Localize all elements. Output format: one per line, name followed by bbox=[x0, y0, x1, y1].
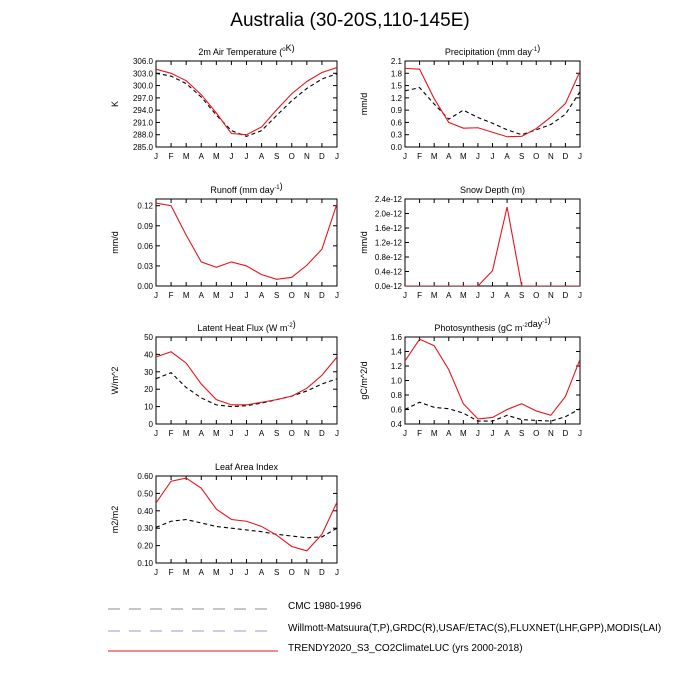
x-tick-label-photosynthesis: A bbox=[446, 429, 452, 438]
x-tick-label-latent-heat-flux: S bbox=[273, 429, 280, 438]
y-tick-label-snow-depth: 0.8e-12 bbox=[374, 253, 402, 262]
series-line-obs-leaf-area-index bbox=[156, 520, 337, 538]
x-tick-label-precipitation: F bbox=[417, 152, 423, 161]
y-tick-label-snow-depth: 1.2e-12 bbox=[374, 238, 402, 248]
x-tick-label-photosynthesis: J bbox=[490, 429, 495, 438]
x-tick-label-leaf-area-index: D bbox=[319, 568, 325, 577]
series-line-model-temperature bbox=[156, 68, 337, 135]
x-tick-label-snow-depth: O bbox=[533, 291, 540, 300]
y-tick-label-runoff: 0.12 bbox=[137, 201, 153, 211]
legend-label-trendy: TRENDY2020_S3_CO2ClimateLUC (yrs 2000-2018) bbox=[288, 643, 523, 654]
y-tick-label-snow-depth: 2.0e-12 bbox=[374, 209, 402, 219]
x-tick-label-precipitation: J bbox=[475, 152, 480, 161]
legend-line-trendy bbox=[108, 643, 283, 659]
x-tick-label-photosynthesis: F bbox=[417, 429, 423, 438]
x-tick-label-latent-heat-flux: A bbox=[198, 429, 204, 438]
y-tick-label-snow-depth: 2.4e-12 bbox=[374, 195, 402, 204]
chart-panel-snow-depth bbox=[359, 185, 582, 300]
chart-title-precipitation: Precipitation (mm day$^{-1}$) bbox=[444, 43, 541, 57]
y-tick-label-runoff: 0.03 bbox=[137, 261, 153, 271]
x-tick-label-latent-heat-flux: J bbox=[229, 429, 234, 438]
series-line-model-leaf-area-index bbox=[156, 478, 337, 551]
series-line-obs-latent-heat-flux bbox=[156, 373, 337, 407]
x-tick-label-snow-depth: M bbox=[430, 291, 438, 300]
y-tick-label-runoff: 0.06 bbox=[137, 241, 153, 251]
x-tick-label-leaf-area-index: J bbox=[154, 568, 158, 577]
x-tick-label-photosynthesis: N bbox=[547, 429, 554, 438]
x-tick-label-photosynthesis: J bbox=[475, 429, 480, 438]
y-tick-label-leaf-area-index: 0.20 bbox=[137, 541, 153, 551]
chart-panel-photosynthesis bbox=[359, 315, 582, 438]
y-tick-label-latent-heat-flux: 20 bbox=[144, 385, 153, 395]
x-tick-label-runoff: A bbox=[198, 291, 204, 300]
chart-title-leaf-area-index: Leaf Area Index bbox=[214, 462, 279, 472]
x-tick-label-latent-heat-flux: N bbox=[303, 429, 310, 438]
x-tick-label-runoff: M bbox=[212, 291, 220, 300]
legend-label-cmc: CMC 1980-1996 bbox=[288, 601, 362, 612]
x-tick-label-precipitation: N bbox=[547, 152, 554, 161]
x-tick-label-latent-heat-flux: J bbox=[154, 429, 158, 438]
x-tick-label-precipitation: J bbox=[490, 152, 495, 161]
x-tick-label-latent-heat-flux: A bbox=[258, 429, 265, 438]
x-tick-label-runoff: F bbox=[168, 291, 174, 300]
plot-frame-snow-depth bbox=[405, 199, 580, 286]
x-tick-label-leaf-area-index: O bbox=[288, 568, 295, 577]
plot-frame-latent-heat-flux bbox=[156, 337, 337, 424]
x-tick-label-leaf-area-index: M bbox=[182, 568, 190, 577]
x-tick-label-snow-depth: J bbox=[490, 291, 495, 300]
x-tick-label-leaf-area-index: A bbox=[258, 568, 265, 577]
x-tick-label-temperature: D bbox=[319, 152, 325, 161]
x-tick-label-leaf-area-index: J bbox=[244, 568, 249, 577]
y-tick-label-temperature: 297.0 bbox=[132, 93, 153, 103]
plot-frame-runoff bbox=[156, 199, 337, 286]
x-tick-label-photosynthesis: O bbox=[533, 429, 540, 438]
x-tick-label-snow-depth: M bbox=[459, 291, 467, 300]
y-tick-label-snow-depth: 0.4e-12 bbox=[374, 267, 402, 277]
x-tick-label-snow-depth: F bbox=[417, 291, 423, 300]
y-axis-label-leaf-area-index: m2/m2 bbox=[110, 505, 120, 534]
x-tick-label-runoff: D bbox=[319, 291, 325, 300]
chart-panel-runoff bbox=[110, 181, 339, 300]
chart-title-temperature: 2m Air Temperature ($^o$K) bbox=[198, 43, 295, 57]
y-tick-label-temperature: 285.0 bbox=[132, 143, 153, 152]
x-tick-label-precipitation: A bbox=[446, 152, 452, 161]
x-tick-label-leaf-area-index: J bbox=[335, 568, 339, 577]
x-tick-label-precipitation: S bbox=[518, 152, 525, 161]
x-tick-label-latent-heat-flux: J bbox=[244, 429, 249, 438]
chart-panel-temperature bbox=[110, 43, 339, 161]
y-axis-label-latent-heat-flux: W/m^2 bbox=[110, 366, 120, 395]
x-tick-label-temperature: J bbox=[244, 152, 249, 161]
y-tick-label-leaf-area-index: 0.40 bbox=[137, 506, 153, 516]
x-tick-label-leaf-area-index: N bbox=[303, 568, 310, 577]
y-tick-label-leaf-area-index: 0.50 bbox=[137, 489, 153, 499]
x-tick-label-precipitation: O bbox=[533, 152, 540, 161]
x-tick-label-runoff: J bbox=[154, 291, 158, 300]
x-tick-label-precipitation: A bbox=[504, 152, 510, 161]
x-tick-label-temperature: M bbox=[212, 152, 220, 161]
y-tick-label-temperature: 306.0 bbox=[132, 57, 153, 66]
y-tick-label-photosynthesis: 1.4 bbox=[390, 347, 402, 357]
x-tick-label-photosynthesis: J bbox=[578, 429, 582, 438]
legend-label-willmott: Willmott-Matsuura(T,P),GRDC(R),USAF/ETAC(S),FLUXNET(LHF,GPP),MODIS(LAI) bbox=[288, 623, 662, 634]
y-tick-label-runoff: 0.09 bbox=[137, 221, 153, 231]
x-tick-label-latent-heat-flux: F bbox=[168, 429, 174, 438]
y-tick-label-temperature: 303.0 bbox=[132, 69, 153, 79]
x-tick-label-runoff: A bbox=[258, 291, 265, 300]
x-tick-label-runoff: J bbox=[335, 291, 339, 300]
chart-panel-leaf-area-index bbox=[110, 462, 339, 577]
series-line-model-precipitation bbox=[405, 68, 580, 136]
x-tick-label-latent-heat-flux: D bbox=[319, 429, 325, 438]
y-axis-label-temperature: K bbox=[110, 100, 120, 108]
x-tick-label-temperature: J bbox=[229, 152, 234, 161]
x-tick-label-precipitation: J bbox=[403, 152, 407, 161]
x-tick-label-latent-heat-flux: J bbox=[335, 429, 339, 438]
x-tick-label-runoff: N bbox=[303, 291, 310, 300]
y-axis-label-snow-depth: mm/d bbox=[359, 231, 369, 254]
y-tick-label-latent-heat-flux: 30 bbox=[144, 367, 153, 377]
y-tick-label-precipitation: 2.1 bbox=[390, 57, 402, 66]
x-tick-label-precipitation: J bbox=[578, 152, 582, 161]
x-tick-label-photosynthesis: M bbox=[430, 429, 438, 438]
x-tick-label-snow-depth: A bbox=[446, 291, 452, 300]
y-axis-label-runoff: mm/d bbox=[110, 231, 120, 254]
chart-title-latent-heat-flux: Latent Heat Flux (W $m^{-2}$) bbox=[197, 319, 296, 333]
y-axis-label-photosynthesis: gC/m^2/d bbox=[359, 361, 369, 400]
x-tick-label-photosynthesis: A bbox=[504, 429, 510, 438]
x-tick-label-temperature: A bbox=[258, 152, 265, 161]
x-tick-label-snow-depth: J bbox=[578, 291, 582, 300]
y-tick-label-leaf-area-index: 0.60 bbox=[137, 472, 153, 481]
y-tick-label-precipitation: 0.9 bbox=[390, 106, 402, 116]
x-tick-label-leaf-area-index: M bbox=[212, 568, 220, 577]
y-tick-label-latent-heat-flux: 40 bbox=[144, 350, 153, 360]
y-tick-label-temperature: 288.0 bbox=[132, 130, 153, 140]
chart-title-snow-depth: Snow Depth (m) bbox=[459, 185, 526, 195]
x-tick-label-photosynthesis: J bbox=[403, 429, 407, 438]
y-tick-label-precipitation: 1.8 bbox=[390, 69, 402, 79]
x-tick-label-temperature: A bbox=[198, 152, 204, 161]
y-tick-label-precipitation: 0.3 bbox=[390, 130, 402, 140]
y-tick-label-latent-heat-flux: 10 bbox=[144, 402, 153, 412]
y-tick-label-precipitation: 0.0 bbox=[390, 143, 402, 152]
x-tick-label-temperature: N bbox=[303, 152, 310, 161]
x-tick-label-leaf-area-index: A bbox=[198, 568, 204, 577]
x-tick-label-precipitation: D bbox=[562, 152, 569, 161]
x-tick-label-temperature: J bbox=[335, 152, 339, 161]
series-line-model-runoff bbox=[156, 203, 337, 279]
legend-line-cmc bbox=[108, 601, 283, 617]
x-tick-label-latent-heat-flux: M bbox=[182, 429, 190, 438]
x-tick-label-precipitation: M bbox=[459, 152, 467, 161]
x-tick-label-runoff: M bbox=[182, 291, 190, 300]
x-tick-label-temperature: J bbox=[154, 152, 158, 161]
x-tick-label-runoff: J bbox=[244, 291, 249, 300]
y-tick-label-runoff: 0.00 bbox=[137, 282, 153, 291]
x-tick-label-temperature: M bbox=[182, 152, 190, 161]
y-tick-label-temperature: 291.0 bbox=[132, 118, 153, 128]
y-axis-label-precipitation: mm/d bbox=[359, 92, 369, 116]
chart-title-photosynthesis: Photosynthesis (gC $m^{-2}day^{-1}$) bbox=[434, 315, 551, 333]
y-tick-label-temperature: 294.0 bbox=[132, 106, 153, 116]
x-tick-label-photosynthesis: M bbox=[459, 429, 467, 438]
x-tick-label-precipitation: M bbox=[430, 152, 438, 161]
y-tick-label-photosynthesis: 1.2 bbox=[390, 362, 402, 371]
x-tick-label-leaf-area-index: F bbox=[168, 568, 174, 577]
series-line-model-photosynthesis bbox=[405, 339, 580, 419]
x-tick-label-snow-depth: J bbox=[403, 291, 407, 300]
y-tick-label-photosynthesis: 0.6 bbox=[390, 405, 402, 415]
x-tick-label-runoff: J bbox=[229, 291, 234, 300]
x-tick-label-snow-depth: J bbox=[475, 291, 480, 300]
y-tick-label-precipitation: 0.6 bbox=[390, 118, 402, 128]
y-tick-label-precipitation: 1.5 bbox=[390, 81, 402, 91]
y-tick-label-photosynthesis: 0.4 bbox=[390, 420, 402, 429]
x-tick-label-latent-heat-flux: O bbox=[288, 429, 295, 438]
series-line-model-latent-heat-flux bbox=[156, 352, 337, 405]
x-tick-label-photosynthesis: S bbox=[518, 429, 525, 438]
y-tick-label-snow-depth: 0.0e-12 bbox=[374, 282, 402, 291]
x-tick-label-temperature: S bbox=[273, 152, 280, 161]
x-tick-label-snow-depth: A bbox=[504, 291, 510, 300]
x-tick-label-leaf-area-index: S bbox=[273, 568, 280, 577]
x-tick-label-temperature: F bbox=[168, 152, 174, 161]
y-tick-label-leaf-area-index: 0.30 bbox=[137, 524, 153, 534]
x-tick-label-snow-depth: D bbox=[562, 291, 569, 300]
x-tick-label-photosynthesis: D bbox=[562, 429, 569, 438]
y-tick-label-temperature: 300.0 bbox=[132, 81, 153, 91]
chart-panel-precipitation bbox=[359, 43, 582, 161]
x-tick-label-snow-depth: S bbox=[518, 291, 525, 300]
x-tick-label-runoff: S bbox=[273, 291, 280, 300]
x-tick-label-runoff: O bbox=[288, 291, 295, 300]
chart-panel-latent-heat-flux bbox=[110, 319, 339, 438]
x-tick-label-leaf-area-index: J bbox=[229, 568, 234, 577]
series-line-obs-precipitation bbox=[405, 88, 580, 135]
series-line-obs-temperature bbox=[156, 73, 337, 136]
y-tick-label-photosynthesis: 0.8 bbox=[390, 391, 402, 400]
plot-frame-precipitation bbox=[405, 61, 580, 147]
y-tick-label-precipitation: 1.2 bbox=[390, 93, 402, 103]
y-tick-label-snow-depth: 1.6e-12 bbox=[374, 224, 402, 233]
y-tick-label-leaf-area-index: 0.10 bbox=[137, 559, 153, 568]
legend-line-willmott bbox=[108, 623, 283, 639]
x-tick-label-latent-heat-flux: M bbox=[212, 429, 220, 438]
page-title: Australia (30-20S,110-145E) bbox=[230, 10, 470, 31]
y-tick-label-latent-heat-flux: 50 bbox=[144, 333, 153, 342]
x-tick-label-temperature: O bbox=[288, 152, 295, 161]
y-tick-label-photosynthesis: 1.6 bbox=[390, 333, 402, 342]
y-tick-label-latent-heat-flux: 0 bbox=[148, 420, 153, 429]
y-tick-label-photosynthesis: 1.0 bbox=[390, 376, 402, 386]
series-line-model-snow-depth bbox=[405, 207, 580, 286]
x-tick-label-snow-depth: N bbox=[547, 291, 554, 300]
chart-title-runoff: Runoff (mm day$^{-1}$) bbox=[210, 181, 283, 195]
